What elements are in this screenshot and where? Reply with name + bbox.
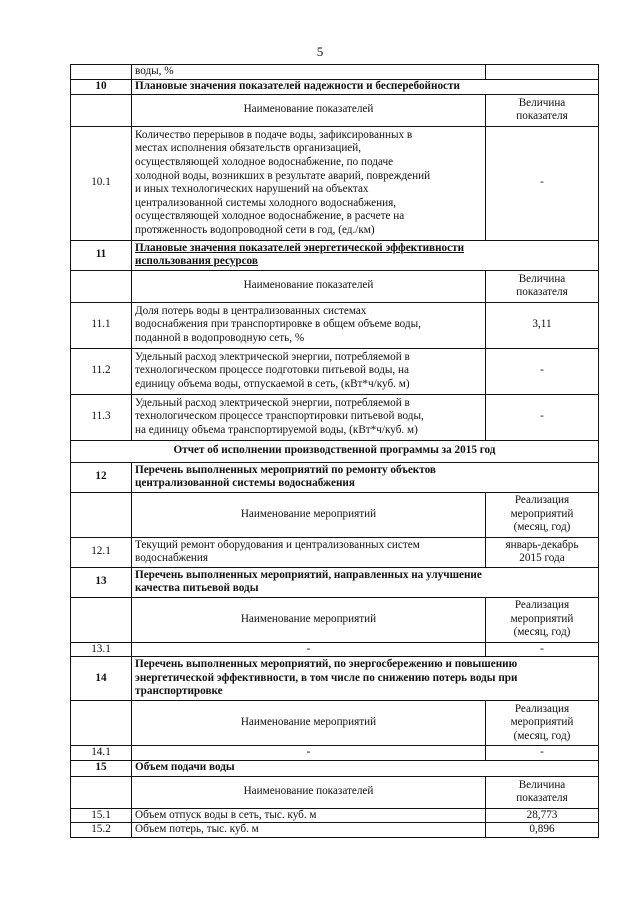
row-number: 11.2 xyxy=(71,348,132,394)
column-header-name: Наименование показателей xyxy=(132,776,486,808)
row-text: Объем отпуск воды в сеть, тыс. куб. м xyxy=(132,808,486,823)
row-text: Количество перерывов в подаче воды, зафиксированных в местах исполнения обязательств организацией, осуществляющей холодное водоснабжение, по подаче холодной воды, возникших в результате аварий, повреждений и иных технологических нарушений на объектах централизованной системы холодного водоснабжения, осуществляющей холодное водоснабжение, в расчете на протяженность водопроводной сети в год, (ед./км) xyxy=(132,126,486,240)
section-number: 13 xyxy=(71,567,132,597)
row-number: 11.1 xyxy=(71,302,132,348)
table-row xyxy=(71,126,599,240)
row-number: 14.1 xyxy=(71,746,132,761)
empty-cell xyxy=(71,270,132,302)
column-header-name: Наименование показателей xyxy=(132,270,486,302)
row-value: - xyxy=(486,746,599,761)
column-header-name: Наименование показателей xyxy=(132,94,486,126)
production-program-table xyxy=(70,64,599,838)
table-row xyxy=(71,537,599,567)
column-header-name: Наименование мероприятий xyxy=(132,597,486,642)
column-header-row xyxy=(71,597,599,642)
empty-cell xyxy=(71,597,132,642)
row-number: 15.1 xyxy=(71,808,132,823)
row-value: - xyxy=(486,642,599,657)
table-row xyxy=(71,302,599,348)
row-number: 13.1 xyxy=(71,642,132,657)
row-number: 10.1 xyxy=(71,126,132,240)
section-title: Перечень выполненных мероприятий, по энергосбережению и повышению энергетической эффективности, в том числе по снижению потерь воды при транспортировке xyxy=(132,657,599,701)
row-value: - xyxy=(486,348,599,394)
empty-cell xyxy=(71,701,132,746)
section-header-15 xyxy=(71,760,599,776)
empty-cell xyxy=(71,776,132,808)
row-value: - xyxy=(486,394,599,440)
empty-cell xyxy=(486,65,599,80)
column-header-value: Величина показателя xyxy=(486,94,599,126)
page-number: 5 xyxy=(316,44,324,59)
row-text: Удельный расход электрической энергии, потребляемой в технологическом процессе транспортировки питьевой воды, на единицу объема транспортируемой воды, (кВт*ч/куб. м) xyxy=(132,394,486,440)
column-header-value: Реализация мероприятий (месяц, год) xyxy=(486,492,599,537)
row-text: - xyxy=(132,746,486,761)
column-header-name: Наименование мероприятий xyxy=(132,492,486,537)
column-header-row xyxy=(71,270,599,302)
section-header-11 xyxy=(71,240,599,270)
column-header-value: Величина показателя xyxy=(486,270,599,302)
table-row xyxy=(71,394,599,440)
section-number: 14 xyxy=(71,657,132,701)
row-text: воды, % xyxy=(132,65,486,80)
section-header-14 xyxy=(71,657,599,701)
section-title: Объем подачи воды xyxy=(132,760,599,776)
column-header-value: Реализация мероприятий (месяц, год) xyxy=(486,701,599,746)
report-title-row xyxy=(71,440,599,462)
section-title: Плановые значения показателей надежности и бесперебойности xyxy=(132,79,599,94)
table-row xyxy=(71,348,599,394)
empty-cell xyxy=(71,65,132,80)
section-title: Перечень выполненных мероприятий по ремонту объектов централизованной системы водоснабжения xyxy=(132,462,599,492)
row-number: 12.1 xyxy=(71,537,132,567)
section-title: Плановые значения показателей энергетической эффективности использования ресурсов xyxy=(132,240,599,270)
column-header-value: Реализация мероприятий (месяц, год) xyxy=(486,597,599,642)
column-header-name: Наименование мероприятий xyxy=(132,701,486,746)
report-title: Отчет об исполнении производственной программы за 2015 год xyxy=(71,440,599,462)
empty-cell xyxy=(71,94,132,126)
row-value: 0,896 xyxy=(486,823,599,838)
table-row xyxy=(71,642,599,657)
column-header-value: Величина показателя xyxy=(486,776,599,808)
row-value: январь-декабрь 2015 года xyxy=(486,537,599,567)
row-value: - xyxy=(486,126,599,240)
column-header-row xyxy=(71,701,599,746)
column-header-row xyxy=(71,94,599,126)
row-text: Доля потерь воды в централизованных системах водоснабжения при транспортировке в общем объеме воды, поданной в водопроводную сеть, % xyxy=(132,302,486,348)
table-row xyxy=(71,65,599,80)
empty-cell xyxy=(71,492,132,537)
section-header-12 xyxy=(71,462,599,492)
section-number: 12 xyxy=(71,462,132,492)
row-text: Объем потерь, тыс. куб. м xyxy=(132,823,486,838)
row-value: 3,11 xyxy=(486,302,599,348)
row-text: Текущий ремонт оборудования и централизованных систем водоснабжения xyxy=(132,537,486,567)
row-text: Удельный расход электрической энергии, потребляемой в технологическом процессе подготовки питьевой воды, на единицу объема воды, отпускаемой в сеть, (кВт*ч/куб. м) xyxy=(132,348,486,394)
table-row xyxy=(71,823,599,838)
column-header-row xyxy=(71,492,599,537)
row-value: 28,773 xyxy=(486,808,599,823)
row-number: 15.2 xyxy=(71,823,132,838)
table-row xyxy=(71,808,599,823)
section-header-10 xyxy=(71,79,599,94)
row-text: - xyxy=(132,642,486,657)
section-header-13 xyxy=(71,567,599,597)
column-header-row xyxy=(71,776,599,808)
table-row xyxy=(71,746,599,761)
row-number: 11.3 xyxy=(71,394,132,440)
section-number: 11 xyxy=(71,240,132,270)
section-title: Перечень выполненных мероприятий, направленных на улучшение качества питьевой воды xyxy=(132,567,599,597)
section-number: 15 xyxy=(71,760,132,776)
section-number: 10 xyxy=(71,79,132,94)
